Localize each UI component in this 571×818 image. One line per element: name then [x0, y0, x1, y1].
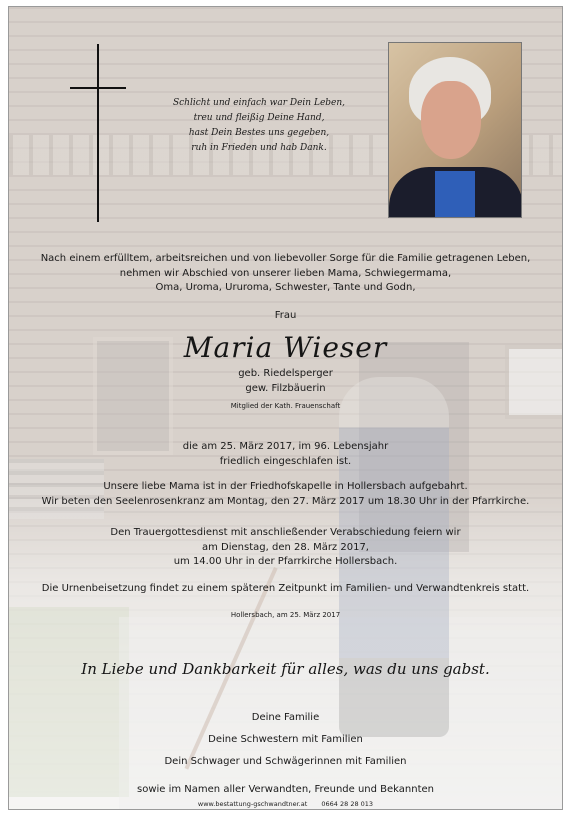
intro-line: Nach einem erfülltem, arbeitsreichen und von liebevoller Sorge für die Familie getragenen Leben, [40, 253, 531, 264]
mourner-line: sowie im Namen aller Verwandten, Freunde und Bekannten [136, 784, 435, 795]
footer [14, 800, 557, 808]
intro-line: Oma, Uroma, Ururoma, Schwester, Tante und Godn, [155, 282, 416, 293]
poem-line: ruh in Frieden und hab Dank. [191, 143, 327, 153]
death-line: die am 25. März 2017, im 96. Lebensjahr [182, 441, 389, 452]
funeral-line: Den Trauergottesdienst mit anschließender Verabschiedung feiern wir [110, 527, 461, 538]
rosary-line: Wir beten den Seelenrosenkranz am Montag, den 27. März 2017 um 18.30 Uhr in der Pfarrkirche. [41, 495, 530, 507]
poem-line: Schlicht und einfach war Dein Leben, [172, 98, 346, 108]
poem-line: treu und fleißig Deine Hand, [193, 113, 325, 123]
place-date: Hollersbach, am 25. März 2017 [230, 611, 341, 619]
birth-name: geb. Riedelsperger [238, 368, 333, 379]
poem-line: hast Dein Bestes uns gegeben, [188, 128, 330, 138]
footer-website: www.bestattung-gschwandtner.at [197, 800, 308, 808]
footer-phone: 0664 28 28 013 [321, 800, 374, 808]
mourners-list [14, 707, 557, 801]
house-name: gew. Filzbäuerin [245, 382, 326, 394]
laid-out-notice [14, 480, 557, 509]
birth-names [14, 367, 557, 396]
portrait-shirt [435, 171, 475, 218]
portrait-photo [388, 42, 522, 218]
mourner-line: Dein Schwager und Schwägerinnen mit Familien [164, 756, 407, 767]
funeral-notice [14, 526, 557, 570]
cross-horizontal [70, 87, 126, 89]
intro-text [14, 252, 557, 296]
closing-line: In Liebe und Dankbarkeit für alles, was du uns gabst. [81, 660, 490, 678]
portrait-face [421, 81, 481, 159]
urn-notice: Die Urnenbeisetzung findet zu einem späteren Zeitpunkt im Familien- und Verwandtenkreis statt. [41, 583, 530, 594]
funeral-line: um 14.00 Uhr in der Pfarrkirche Hollersbach. [173, 556, 398, 567]
salutation: Frau [274, 310, 297, 321]
funeral-line: am Dienstag, den 28. März 2017, [201, 541, 369, 553]
death-notice [14, 440, 557, 469]
cross-vertical [97, 44, 99, 222]
membership: Mitglied der Kath. Frauenschaft [230, 402, 341, 410]
mourner-line: Deine Familie [251, 712, 320, 723]
mourner-line: Deine Schwestern mit Familien [208, 734, 363, 745]
intro-line: nehmen wir Abschied von unserer lieben Mama, Schwiegermama, [119, 267, 452, 279]
deceased-name: Maria Wieser [183, 331, 388, 364]
laid-out-line: Unsere liebe Mama ist in der Friedhofskapelle in Hollersbach aufgebahrt. [103, 481, 468, 492]
death-line: friedlich eingeschlafen ist. [219, 455, 352, 467]
poem [150, 96, 368, 156]
